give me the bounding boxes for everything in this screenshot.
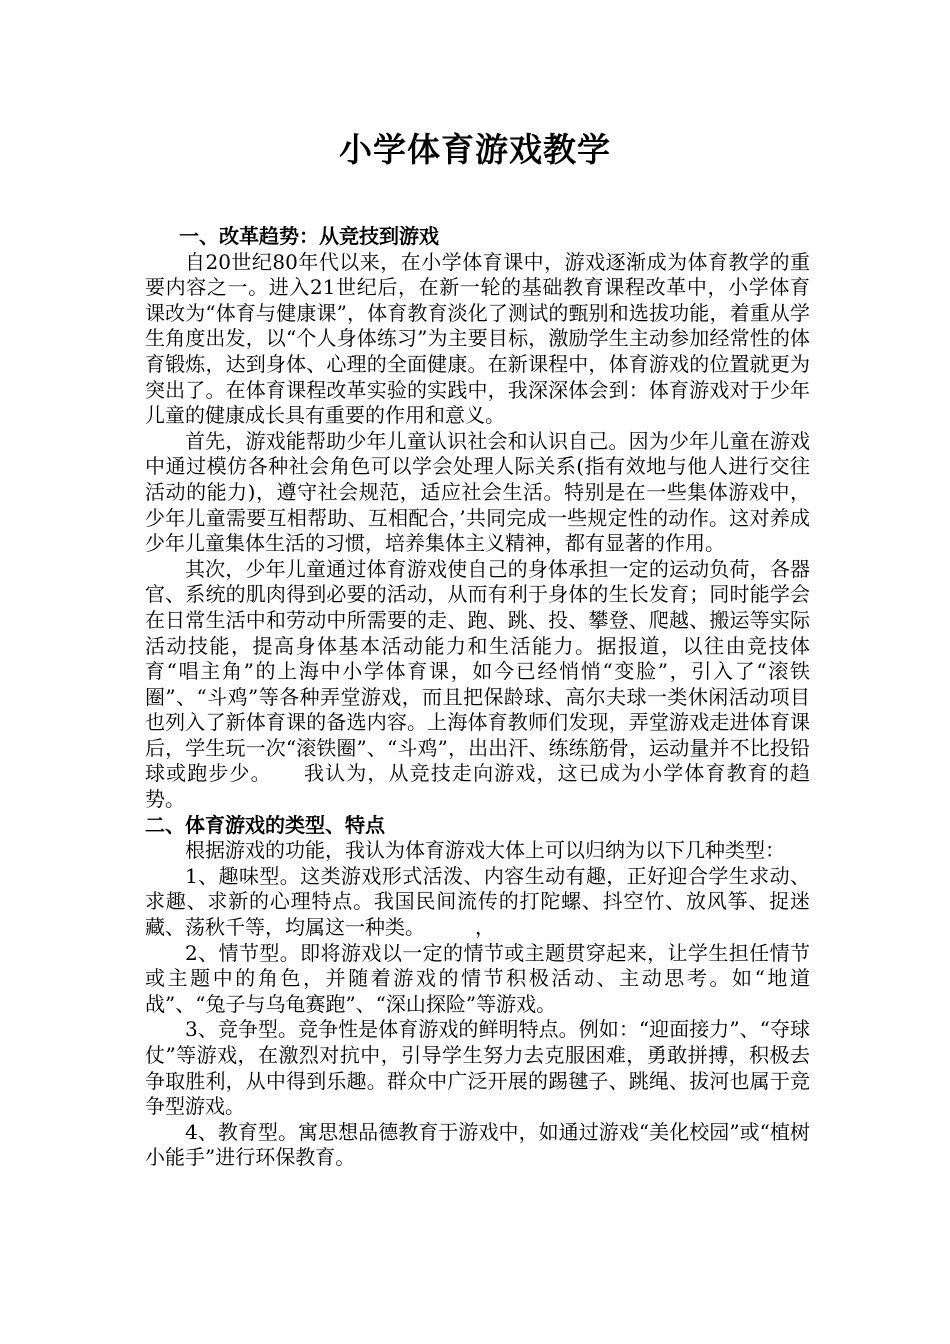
document-body	[145, 224, 810, 1171]
section-heading-reform-trend: 一、改革趋势：从竞技到游戏	[179, 224, 439, 248]
paragraph: 自20世纪80年代以来，在小学体育课中，游戏逐渐成为体育教学的重要内容之一。进入21世纪后，在新一轮的基础教育课程改革中，小学体育课改为“体育与健康课”，体育教育淡化了测试的甄别和选拔功能，着重从学生角度出发，以“个人身体练习”为主要目标，激励学生主动参加经常性的体育锻炼，达到身体、心理的全面健康。在新课程中，体育游戏的位置就更为突出了。在体育课程改革实验的实践中，我深深体会到：体育游戏对于少年儿童的健康成长具有重要的作用和意义。	[145, 249, 810, 428]
paragraph: 根据游戏的功能，我认为体育游戏大体上可以归纳为以下几种类型：	[185, 838, 785, 863]
list-item-education-type: 4、教育型。寓思想品德教育于游戏中，如通过游戏“美化校园”或“植树小能手”进行环保教育。	[145, 1119, 810, 1170]
list-item-fun-type: 1、趣味型。这类游戏形式活泼、内容生动有趣，正好迎合学生求动、求趣、求新的心理特点。我国民间流传的打陀螺、抖空竹、放风筝、捉迷藏、荡秋千等，均属这一种类。 ，	[145, 863, 810, 940]
document-title: 小学体育游戏教学	[339, 130, 611, 169]
section-heading-game-types: 二、体育游戏的类型、特点	[145, 812, 385, 837]
list-item-plot-type: 2、情节型。即将游戏以一定的情节或主题贯穿起来，让学生担任情节或主题中的角色，并随着游戏的情节积极活动、主动思考。如“地道战”、“兔子与乌龟赛跑”、“深山探险”等游戏。	[145, 940, 810, 1016]
paragraph: 首先，游戏能帮助少年儿童认识社会和认识自己。因为少年儿童在游戏中通过模仿各种社会角色可以学会处理人际关系(指有效地与他人进行交往活动的能力)，遵守社会规范，适应社会生活。特别是在一些集体游戏中，少年儿童需要互相帮助、互相配合，’共同完成一些规定性的动作。这对养成少年儿童集体生活的习惯，培养集体主义精神，都有显著的作用。	[145, 428, 810, 556]
paragraph: 其次，少年儿童通过体育游戏使自己的身体承担一定的运动负荷，各器官、系统的肌肉得到必要的活动，从而有利于身体的生长发育；同时能学会在日常生活中和劳动中所需要的走、跑、跳、投、攀登、爬越、搬运等实际活动技能，提高身体基本活动能力和生活能力。据报道，以往由竞技体育“唱主角”的上海中小学体育课，如今已经悄悄“变脸”，引入了“滚铁圈”、“斗鸡”等各种弄堂游戏，而且把保龄球、高尔夫球一类休闲活动项目也列入了新体育课的备选内容。上海体育教师们发现，弄堂游戏走进体育课后，学生玩一次“滚铁圈”、“斗鸡”，出出汗、练练筋骨，运动量并不比投铅球或跑步少。 我认为，从竞技走向游戏，这已成为小学体育教育的趋势。	[145, 556, 810, 812]
list-item-competition-type: 3、竞争型。竞争性是体育游戏的鲜明特点。例如：“迎面接力”、“夺球仗”等游戏，在激烈对抗中，引导学生努力去克服困难，勇敢拼搏，积极去争取胜利，从中得到乐趣。群众中广泛开展的踢毽子、跳绳、拔河也属于竞争型游戏。	[145, 1017, 810, 1119]
